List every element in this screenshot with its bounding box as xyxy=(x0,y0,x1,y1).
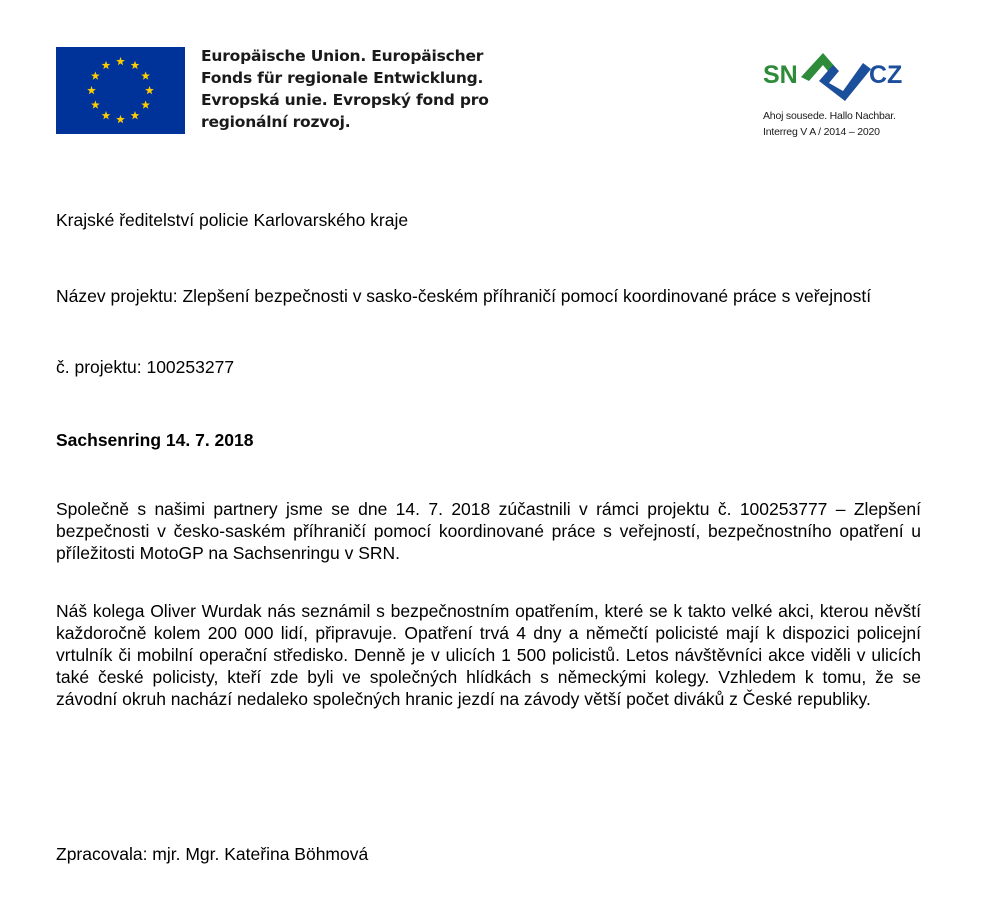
project-number: č. projektu: 100253277 xyxy=(56,357,235,377)
project-name: Název projektu: Zlepšení bezpečnosti v sasko-českém příhraničí pomocí koordinované práce s veřejností xyxy=(56,286,872,306)
cz-logo-text: CZ xyxy=(869,61,903,89)
eu-caption-line: Europäische Union. Europäischer xyxy=(201,47,484,65)
author-signature: Zpracovala: mjr. Mgr. Kateřina Böhmová xyxy=(56,844,369,864)
sn-logo-text: SN xyxy=(763,61,798,89)
eu-fund-caption xyxy=(201,45,521,133)
body-paragraph: Společně s našimi partnery jsme se dne 14. 7. 2018 zúčastnili v rámci projektu č. 100253777 – Zlepšení bezpečnosti v česko-saském příhraničí pomocí koordinované práce s veřejností, bezpečnostního opatření u příležitosti MotoGP na Sachsenringu v SRN. xyxy=(56,499,921,563)
eu-caption-line: regionální rozvoj. xyxy=(201,113,351,131)
tagline-line: Interreg V A / 2014 – 2020 xyxy=(763,126,880,138)
organization-name: Krajské ředitelství policie Karlovarského kraje xyxy=(56,210,409,230)
eu-caption-line: Fonds für regionale Entwicklung. xyxy=(201,69,484,87)
document-heading: Sachsenring 14. 7. 2018 xyxy=(56,430,254,450)
interreg-tagline xyxy=(763,108,913,140)
eu-caption-line: Evropská unie. Evropský fond pro xyxy=(201,91,489,109)
tagline-line: Ahoj sousede. Hallo Nachbar. xyxy=(763,110,896,122)
eu-flag-logo xyxy=(56,47,185,134)
sn-cz-logo xyxy=(763,45,913,103)
body-paragraph: Náš kolega Oliver Wurdak nás seznámil s bezpečnostním opatřením, které se k takto velké akci, kterou něvští každoročně kolem 200 000 lidí, připravuje. Opatření trvá 4 dny a němečtí policisté mají k dispozici policejní vrtulník či mobilní operační středisko. Denně je v ulicích 1 500 policistů. Letos návštěvníci akce viděli v ulicích také české policisty, kteří zde byli ve společných hlídkách s německými kolegy. Vzhledem k tomu, že se závodní okruh nachází nedaleko společných hranic jezdí na závody větší počet diváků z České republiky. xyxy=(56,601,921,709)
